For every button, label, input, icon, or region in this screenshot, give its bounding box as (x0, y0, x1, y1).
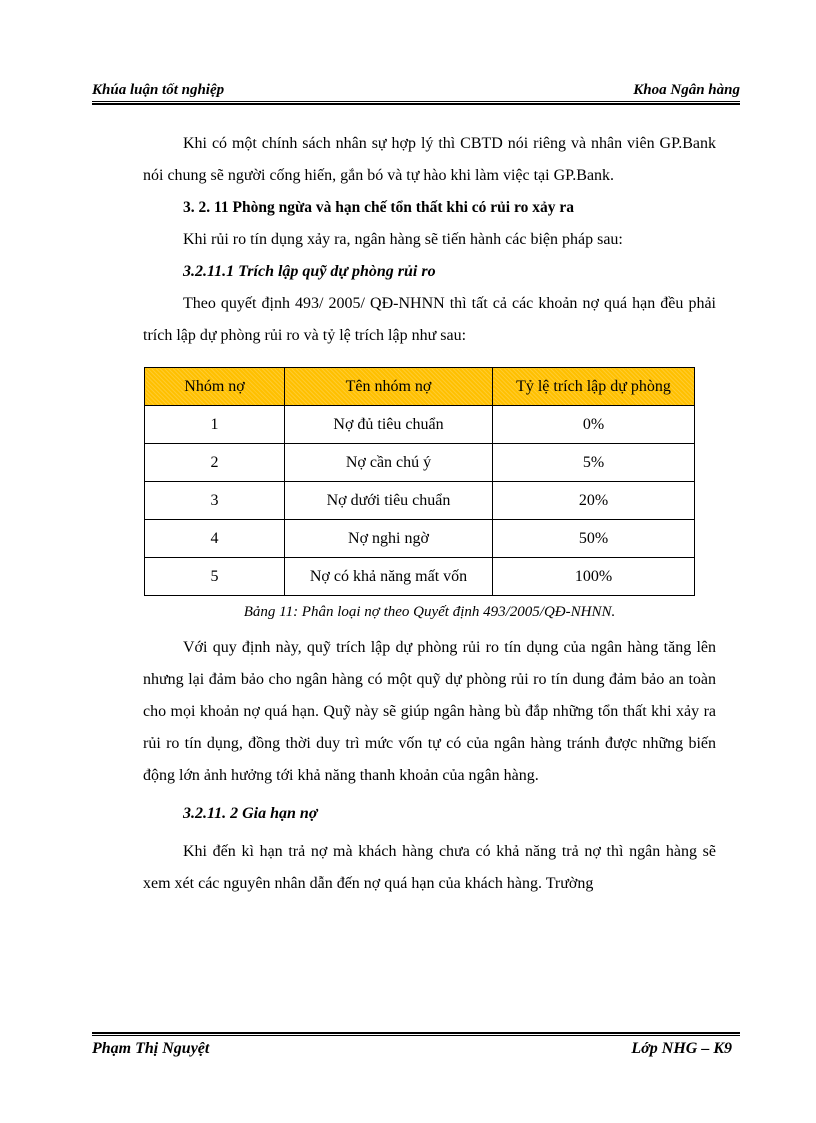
cell-group-name: Nợ cần chú ý (285, 444, 493, 482)
column-header-group: Nhóm nợ (145, 368, 285, 406)
footer-divider (92, 1032, 740, 1036)
section-heading-3-2-11: 3. 2. 11 Phòng ngừa và hạn chế tổn thất khi có rủi ro xảy ra (183, 199, 574, 216)
header-thesis-title: Khúa luận tốt nghiệp (92, 82, 225, 98)
table-row (145, 558, 695, 596)
table-row (145, 482, 695, 520)
header-divider (92, 101, 740, 105)
cell-rate: 5% (493, 444, 695, 482)
table-caption: Bảng 11: Phân loại nợ theo Quyết định 493/2005/QĐ-NHNN. (243, 604, 616, 620)
page-body (143, 128, 716, 900)
page-footer (92, 1040, 732, 1066)
paragraph-measures-intro: Khi rủi ro tín dụng xảy ra, ngân hàng sẽ tiến hành các biện pháp sau: (183, 231, 623, 248)
paragraph-decision-493: Theo quyết định 493/ 2005/ QĐ-NHNN thì tất cả các khoản nợ quá hạn đều phải trích lập dự phòng rủi ro và tỷ lệ trích lập như sau: (143, 295, 716, 344)
cell-group: 3 (145, 482, 285, 520)
table-row (145, 520, 695, 558)
cell-group: 5 (145, 558, 285, 596)
cell-group: 4 (145, 520, 285, 558)
paragraph-hr-policy: Khi có một chính sách nhân sự hợp lý thì CBTD nói riêng và nhân viên GP.Bank nói chung sẽ người cống hiến, gắn bó và tự hào khi làm việc tại GP.Bank. (143, 135, 716, 184)
cell-rate: 0% (493, 406, 695, 444)
cell-group: 2 (145, 444, 285, 482)
cell-group: 1 (145, 406, 285, 444)
paragraph-debt-extension: Khi đến kì hạn trả nợ mà khách hàng chưa có khả năng trả nợ thì ngân hàng sẽ xem xét các nguyên nhân dẫn đến nợ quá hạn của khách hàng. Trường (143, 843, 716, 892)
cell-group-name: Nợ có khả năng mất vốn (285, 558, 493, 596)
column-header-group-name: Tên nhóm nợ (285, 368, 493, 406)
cell-rate: 20% (493, 482, 695, 520)
table-header-row (145, 368, 695, 406)
cell-group-name: Nợ nghi ngờ (285, 520, 493, 558)
header-faculty: Khoa Ngân hàng (633, 82, 740, 98)
table-row (145, 406, 695, 444)
debt-classification-table (144, 367, 695, 596)
cell-group-name: Nợ dưới tiêu chuẩn (285, 482, 493, 520)
column-header-provision-rate: Tỷ lệ trích lập dự phòng (493, 368, 695, 406)
footer-author: Phạm Thị Nguyệt (92, 1040, 210, 1057)
section-heading-3-2-11-1: 3.2.11.1 Trích lập quỹ dự phòng rủi ro (183, 263, 436, 280)
cell-group-name: Nợ đủ tiêu chuẩn (285, 406, 493, 444)
footer-class: Lớp NHG – K9 (631, 1040, 732, 1057)
cell-rate: 100% (493, 558, 695, 596)
cell-rate: 50% (493, 520, 695, 558)
paragraph-provision-fund: Với quy định này, quỹ trích lập dự phòng rủi ro tín dụng của ngân hàng tăng lên nhưng lại đảm bảo cho ngân hàng có một quỹ dự phòng rủi ro tín dung đảm bảo an toàn cho mọi khoản nợ quá hạn. Quỹ này sẽ giúp ngân hàng bù đắp những tổn thất khi xảy ra rủi ro tín dụng, đồng thời duy trì mức vốn tự có của ngân hàng tránh được những biến động lớn ảnh hưởng tới khả năng thanh khoản của ngân hàng. (143, 639, 716, 784)
table-row (145, 444, 695, 482)
section-heading-3-2-11-2: 3.2.11. 2 Gia hạn nợ (183, 805, 318, 822)
